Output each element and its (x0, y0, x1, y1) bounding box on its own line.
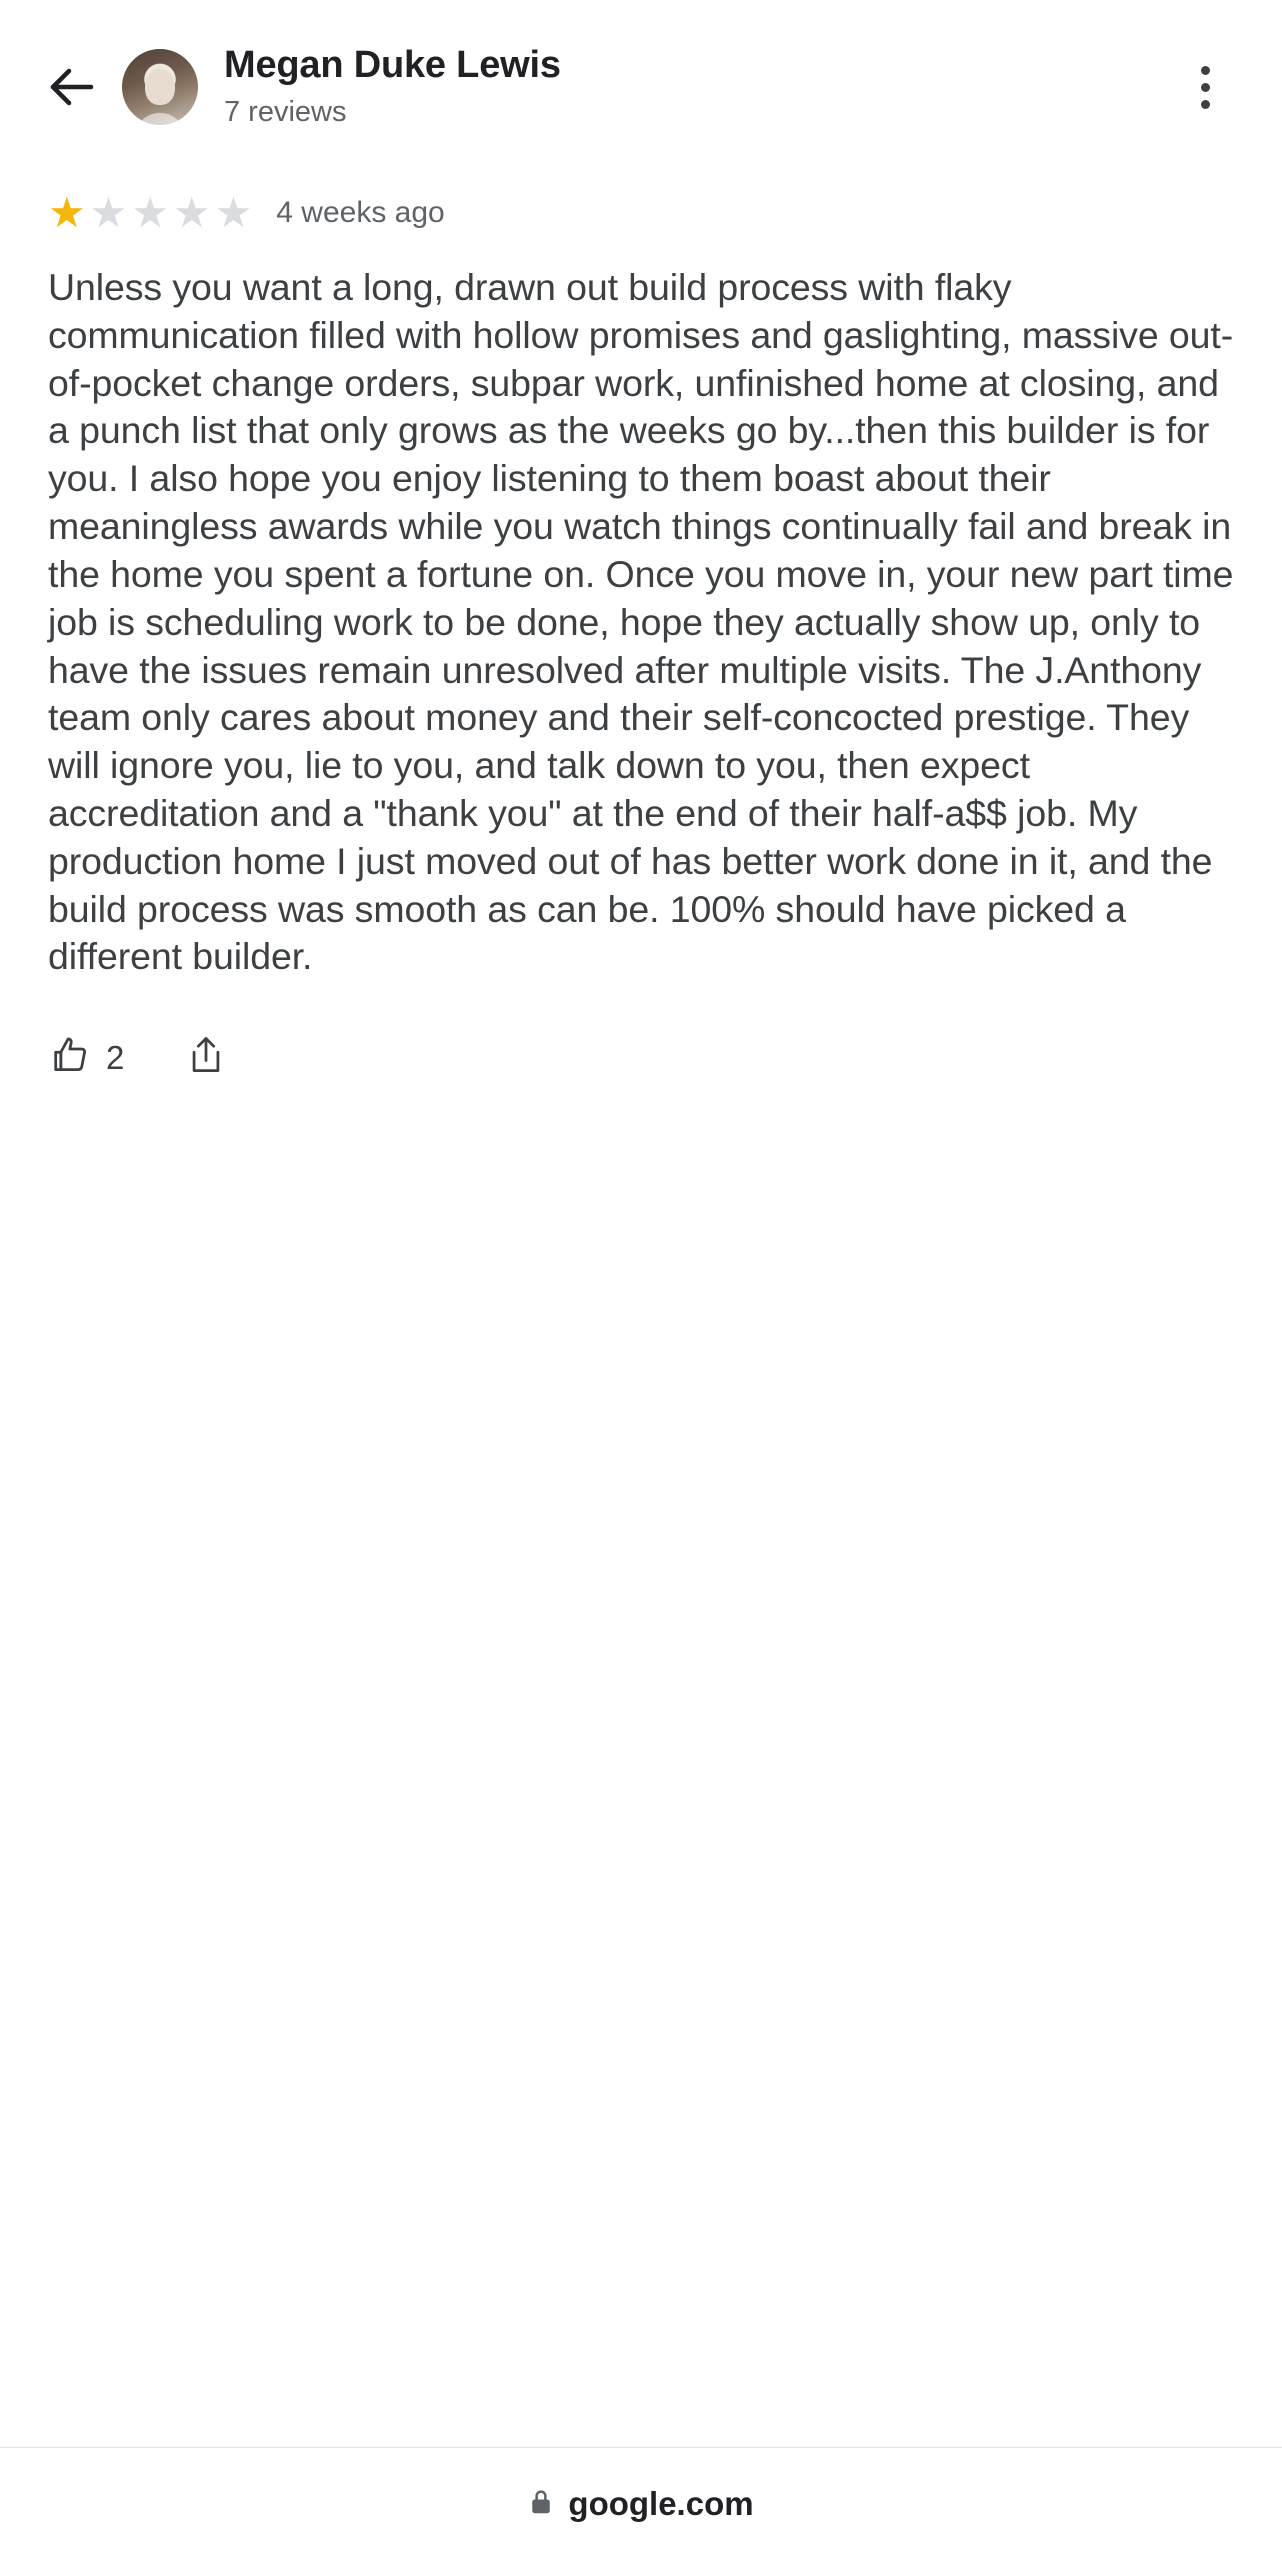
star-icon: ★ (131, 189, 169, 236)
review-text: Unless you want a long, drawn out build process with flaky communication filled with hollow promises and gaslighting, massive out-of-pocket change orders, subpar work, unfinished home at closing, and a punch list that only grows as the weeks go by...then this builder is for you. I also hope you enjoy listening to them boast about their meaningless awards while you watch things continually fail and break in the home you spent a fortune on. Once you move in, your new part time job is scheduling work to be done, hope they actually show up, only to have the issues remain unresolved after multiple visits. The J.Anthony team only cares about money and their self-concocted prestige. They will ignore you, lie to you, and talk down to you, then expect accreditation and a "thank you" at the end of their half-a$$ job. My production home I just moved out of has better work done in it, and the build process was smooth as can be. 100% should have picked a different builder. (48, 266, 1244, 978)
review-header (0, 0, 1282, 170)
more-vertical-icon-dot (1201, 83, 1210, 92)
thumbs-up-icon (48, 1033, 92, 1082)
review-body (0, 170, 1282, 1082)
star-icon: ★ (89, 189, 128, 236)
star-icon: ★ (172, 189, 211, 236)
reviewer-info (224, 44, 561, 129)
reviewer-name: Megan Duke Lewis (224, 44, 561, 87)
lock-icon (528, 2487, 554, 2522)
more-vertical-icon (1201, 66, 1210, 75)
review-actions (48, 1033, 1234, 1082)
star-icon: ★ (214, 189, 253, 236)
like-count: 2 (106, 1038, 125, 1076)
avatar[interactable] (122, 49, 198, 125)
rating-row (48, 189, 1234, 236)
reviewer-review-count: 7 reviews (224, 95, 347, 128)
star-icon: ★ (48, 189, 86, 236)
avatar-face (145, 69, 175, 105)
footer-domain: google.com (568, 2485, 754, 2522)
share-icon (184, 1033, 228, 1082)
star-rating (48, 189, 253, 236)
review-date: 4 weeks ago (276, 196, 445, 229)
site-footer (0, 2447, 1282, 2560)
arrow-left-icon (45, 61, 97, 113)
like-button[interactable] (48, 1033, 124, 1082)
back-button[interactable] (34, 50, 108, 124)
more-vertical-icon-dot (1201, 100, 1210, 109)
share-button[interactable] (184, 1033, 228, 1082)
more-options-button[interactable] (1170, 50, 1240, 124)
content-spacer (0, 1082, 1282, 2447)
